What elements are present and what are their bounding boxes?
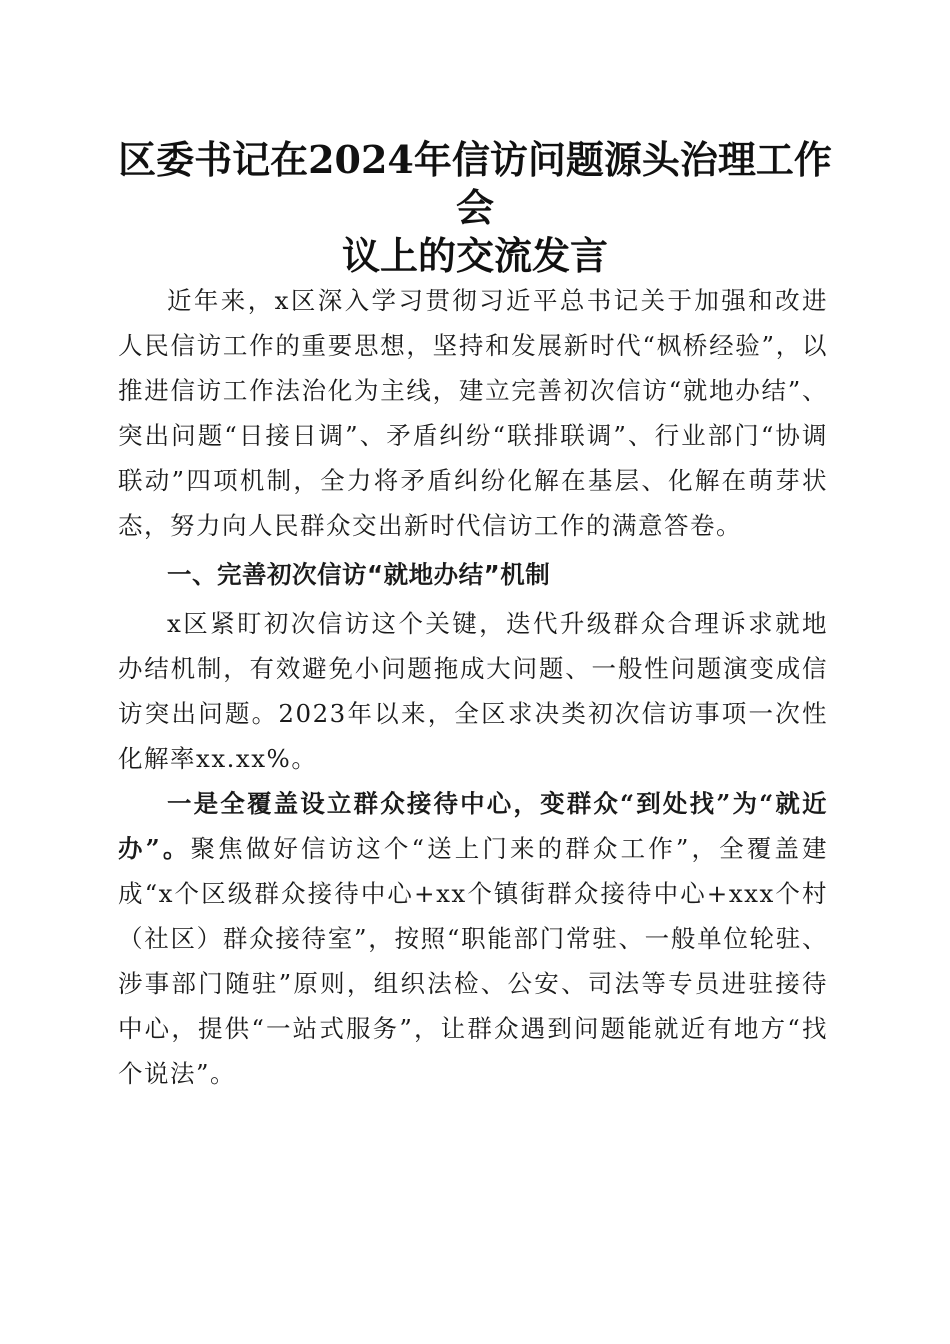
document-body xyxy=(118,278,828,1096)
item-1-lead: 一是全覆盖设立群众接待中心，变群众“到处找”为“就近办”。 xyxy=(118,789,828,863)
intro-paragraph: 近年来，x区深入学习贯彻习近平总书记关于加强和改进人民信访工作的重要思想，坚持和发展新时代“枫桥经验”，以推进信访工作法治化为主线，建立完善初次信访“就地办结”、突出问题“日接日调”、矛盾纠纷“联排联调”、行业部门“协调联动”四项机制，全力将矛盾纠纷化解在基层、化解在萌芽状态，努力向人民群众交出新时代信访工作的满意答卷。 xyxy=(118,286,828,540)
section-1-paragraph: x区紧盯初次信访这个关键，迭代升级群众合理诉求就地办结机制，有效避免小问题拖成大问题、一般性问题演变成信访突出问题。2023年以来，全区求决类初次信访事项一次性化解率xx.xx%。 xyxy=(118,609,828,773)
title-line-2: 议上的交流发言 xyxy=(341,233,608,278)
title-line-1: 区委书记在2024年信访问题源头治理工作会 xyxy=(118,137,832,230)
section-1-heading: 一、完善初次信访“就地办结”机制 xyxy=(167,560,551,589)
document-title xyxy=(100,136,850,280)
item-1-text: 聚焦做好信访这个“送上门来的群众工作”，全覆盖建成“x个区级群众接待中心+xx个镇街群众接待中心+xxx个村（社区）群众接待室”，按照“职能部门常驻、一般单位轮驻、涉事部门随驻”原则，组织法检、公安、司法等专员进驻接待中心，提供“一站式服务”，让群众遇到问题能就近有地方“找个说法”。 xyxy=(118,834,828,1088)
item-1-paragraph xyxy=(118,781,828,1096)
